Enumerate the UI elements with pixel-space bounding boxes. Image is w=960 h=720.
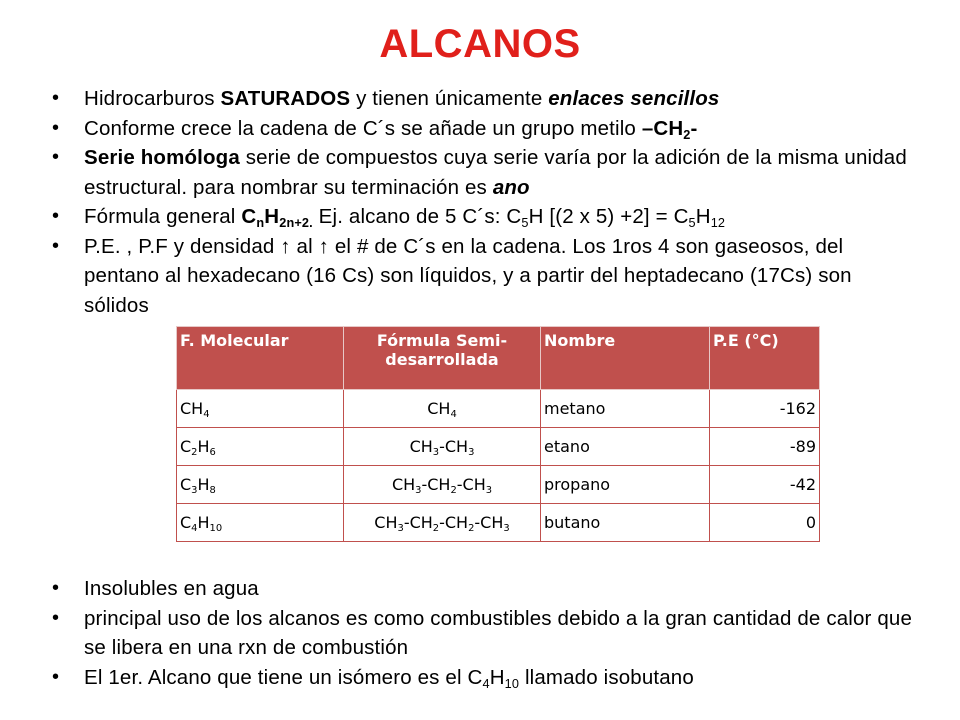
bullet-metilo — [52, 114, 912, 144]
bullet-text: Insolubles en agua — [84, 577, 259, 600]
bullet-combustibles — [52, 604, 912, 663]
bullet-list-bottom — [52, 574, 912, 692]
cell-semi-developed-formula: $CH_3-CH_2-CH_3$ — [344, 466, 541, 504]
slide-title: ALCANOS — [379, 22, 581, 66]
cell-molecular-formula: $C_2H_6$ — [177, 428, 344, 466]
cell-molecular-formula: $CH_4$ — [177, 390, 344, 428]
bullet-text: Serie homóloga serie de compuestos cuya serie varía por la adición de la misma unidad estructural. para nombrar su terminación es ano — [84, 146, 907, 199]
table-row — [177, 390, 820, 428]
bullet-dot: • — [52, 234, 60, 257]
bullet-dot: • — [52, 577, 60, 599]
header-molecular-formula: F. Molecular — [177, 327, 344, 390]
bullet-text: Hidrocarburos SATURADOS y tienen únicamente enlaces sencillos — [84, 87, 720, 110]
cell-boiling-point: 0 — [710, 504, 820, 542]
cell-boiling-point: -42 — [710, 466, 820, 504]
cell-name: butano — [541, 504, 710, 542]
cell-molecular-formula: $C_4H_{10}$ — [177, 504, 344, 542]
header-semi-developed-formula: Fórmula Semi-desarrollada — [344, 327, 541, 390]
bullet-serie-homologa — [52, 143, 912, 202]
bullet-propiedades — [52, 232, 912, 321]
bullet-dot: • — [52, 116, 60, 139]
cell-name: metano — [541, 390, 710, 428]
cell-semi-developed-formula: $CH_3-CH_3$ — [344, 428, 541, 466]
bullet-dot: • — [52, 665, 60, 688]
bullet-text: Conforme crece la cadena de C´s se añade un grupo metilo $-CH_2-$ — [84, 116, 698, 142]
bullet-text: P.E. , P.F y densidad ↑ al ↑ el # de C´s en la cadena. Los 1ros 4 son gaseosos, del pentano al hexadecano (16 Cs) son líquidos, y a partir del heptadecano (17Cs) son sólidos — [84, 234, 852, 317]
bullet-saturados — [52, 84, 912, 114]
cell-semi-developed-formula: $CH_4$ — [344, 390, 541, 428]
bullet-list-top — [52, 84, 912, 320]
bullet-formula-general — [52, 202, 912, 232]
bullet-isobutano — [52, 663, 912, 693]
header-name: Nombre — [541, 327, 710, 390]
table-row — [177, 428, 820, 466]
cell-molecular-formula: $C_3H_8$ — [177, 466, 344, 504]
bullet-dot: • — [52, 146, 60, 168]
table-row — [177, 466, 820, 504]
cell-boiling-point: -89 — [710, 428, 820, 466]
cell-boiling-point: -162 — [710, 390, 820, 428]
header-boiling-point: P.E (°C) — [710, 327, 820, 390]
table-row — [177, 504, 820, 542]
cell-name: etano — [541, 428, 710, 466]
bullet-text: El 1er. Alcano que tiene un isómero es el $C_4H_{10}$ llamado isobutano — [84, 665, 694, 691]
bullet-dot: • — [52, 205, 60, 227]
cell-name: propano — [541, 466, 710, 504]
cell-semi-developed-formula: $CH_3-CH_2-CH_2-CH_3$ — [344, 504, 541, 542]
bullet-dot: • — [52, 606, 60, 629]
bullet-text: Fórmula general $C_nH_{2n+2.}$ Ej. alcano de 5 C´s: $C_5H$ [(2 x $5) +2] = C_5H_{12}$ — [84, 205, 726, 230]
table-body — [177, 390, 820, 542]
bullet-text: principal uso de los alcanos es como combustibles debido a la gran cantidad de calor que se libera en una rxn de combustión — [84, 606, 913, 659]
bullet-insolubles — [52, 574, 912, 604]
table-header-row — [177, 327, 820, 390]
bullet-dot: • — [52, 87, 60, 109]
alkanes-table — [176, 326, 820, 542]
